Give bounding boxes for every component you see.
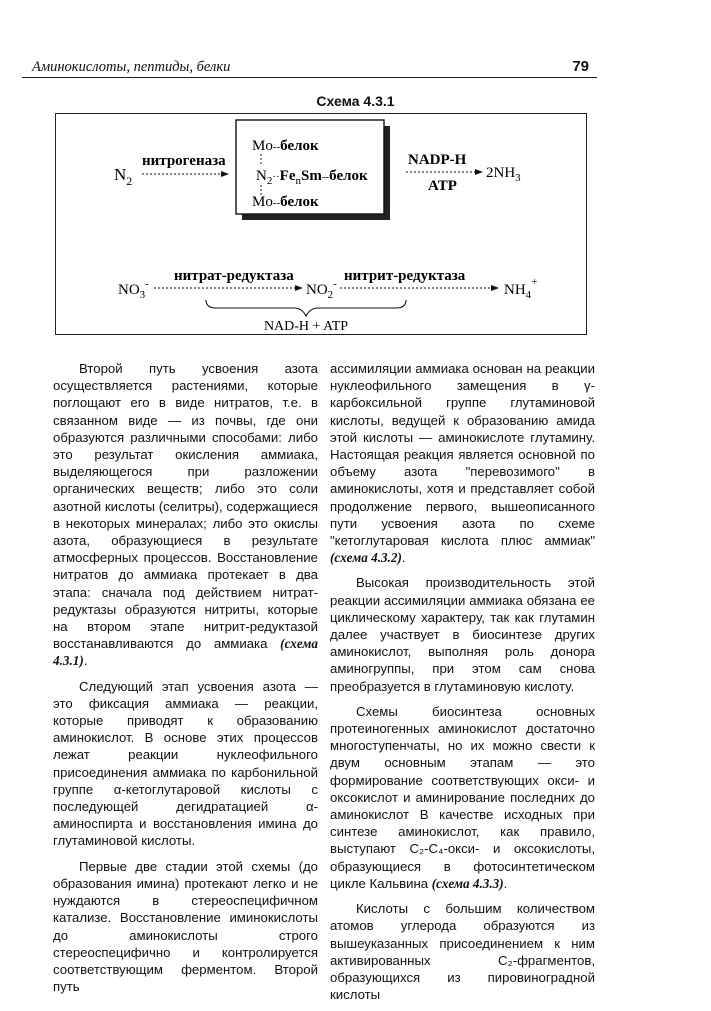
complex-center: $N_2^{\cdot\cdot}Fe_nSm-$-белок	[256, 168, 368, 187]
paragraph	[330, 900, 595, 1003]
product-nh4: $NH_4^+$	[504, 276, 538, 301]
text-run: .	[401, 550, 406, 566]
scheme-reference: (схема 4.3.2)	[330, 550, 402, 566]
text-run: Следующий этап усвоения азота — это фиксация аммиака — реакции, которые приводят к образованию аминокислот. В основе этих процессов лежат реакции нуклеофильного присоединения аммиака по карбонильной группе α-кетоглутаровой кислоты с последующей дегидратацией α-аминоспирта и восстановления имина до глутаминовой кислоты.	[53, 678, 318, 849]
product-nh3: $2NH_3$	[486, 165, 521, 184]
text-run: .	[83, 653, 88, 669]
paragraph	[330, 574, 595, 694]
cofactor-nadph: NADP-H	[408, 152, 467, 168]
text-run: .	[503, 875, 508, 891]
enzyme-nitrogenase-label: нитрогеназа	[142, 153, 226, 169]
text-run: Высокая производительность этой реакции ассимиляции аммиака обязана ее циклическому характеру, так как глутамин далее участвует в биосинтезе других аминокислот, выполняя роль донора аминогруппы, при этом сам снова преобразуется в глутаминовую кислоту.	[330, 575, 595, 694]
paragraph	[330, 360, 595, 566]
scheme-caption: Схема 4.3.1	[316, 93, 395, 109]
paragraph	[53, 360, 318, 670]
text-run: ассимиляции аммиака основан на реакции нуклеофильного замещения в γ-карбоксильной группе глутаминовой кислоты, ведущей к образованию амида этой кислоты — аминокислоте глутамину. Настоящая реакция является основной по объему азота "перевозимого" в аминокислоты, хотя и представляет собой продолжение первого, вышеописанного пути усвоения азота по схеме "кетоглутаровая кислота плюс аммиак"	[330, 361, 595, 549]
page-number: 79	[572, 58, 589, 75]
paragraph	[53, 678, 318, 850]
complex-mo-bottom: Mo--белок	[252, 194, 319, 210]
n2-reactant: $N_2$	[114, 165, 133, 188]
text-run: Схемы биосинтеза основных протеиногенных аминокислот достаточно многоступенчаты, но их можно свести к двум основным этапам — это формирование соответствующих окси- и оксокислот и аминирование последних до аминокислот В качестве исходных при синтезе аминокислот, как правило, выступают C₂-C₄-окси- и оксокислоты, образующиеся в фотосинтетическом цикле Кальвина	[330, 703, 595, 891]
paragraph	[330, 703, 595, 892]
reaction-scheme-diagram	[56, 114, 588, 336]
cofactor-brace	[206, 300, 406, 316]
text-run: Кислоты с большим количеством атомов углерода образуются из вышеуказанных присоединением к ним активированных C₂-фрагментов, образующихся из пировиноградной кислоты	[330, 901, 595, 1003]
right-column	[330, 360, 595, 1011]
no3-reactant: $NO_3^-$	[118, 278, 149, 301]
running-title: Аминокислоты, пептиды, белки	[32, 59, 231, 75]
enzyme-nitrite-reductase-label: нитрит-редуктаза	[344, 268, 466, 284]
text-run: Второй путь усвоения азота осуществляется растениями, которые поглощают его в виде нитратов, т.е. в связанном виде — из почвы, где они образуются различными способами: либо это результат окисления аммиака, выделяющегося при разложении органических веществ; либо это соли азотной кислоты (селитры), содержащиеся в некоторых минералах; либо это окислы азота, образующиеся в результате атмосферных процессов. Восстановление нитратов до аммиака протекает в два этапа: сначала под действием нитрат-редуктазы образуются нитриты, которые на втором этапе нитрит-редуктазой восстанавливаются до аммиака	[53, 361, 318, 652]
scheme-reference: (схема 4.3.1)	[53, 636, 318, 669]
scheme-box	[55, 113, 587, 335]
paragraph	[53, 858, 318, 996]
running-header	[22, 55, 597, 78]
cofactor-atp: ATP	[428, 178, 457, 194]
cofactor-nadh-atp: NAD-H + ATP	[263, 319, 349, 334]
text-run: Первые две стадии этой схемы (до образования имина) протекают легко и не нуждаются в стереоспецифичном катализе. Восстановление иминокислоты до аминокислоты строго стереоспецифично и контролируется соответствующим ферментом. Второй путь	[53, 858, 318, 995]
complex-mo-top: Mo--белок	[252, 138, 319, 154]
scheme-reference: (схема 4.3.3)	[431, 875, 504, 891]
no2-intermediate: $NO_2^-$	[306, 278, 337, 301]
enzyme-nitrate-reductase-label: нитрат-редуктаза	[174, 268, 294, 284]
left-column	[53, 360, 318, 1003]
